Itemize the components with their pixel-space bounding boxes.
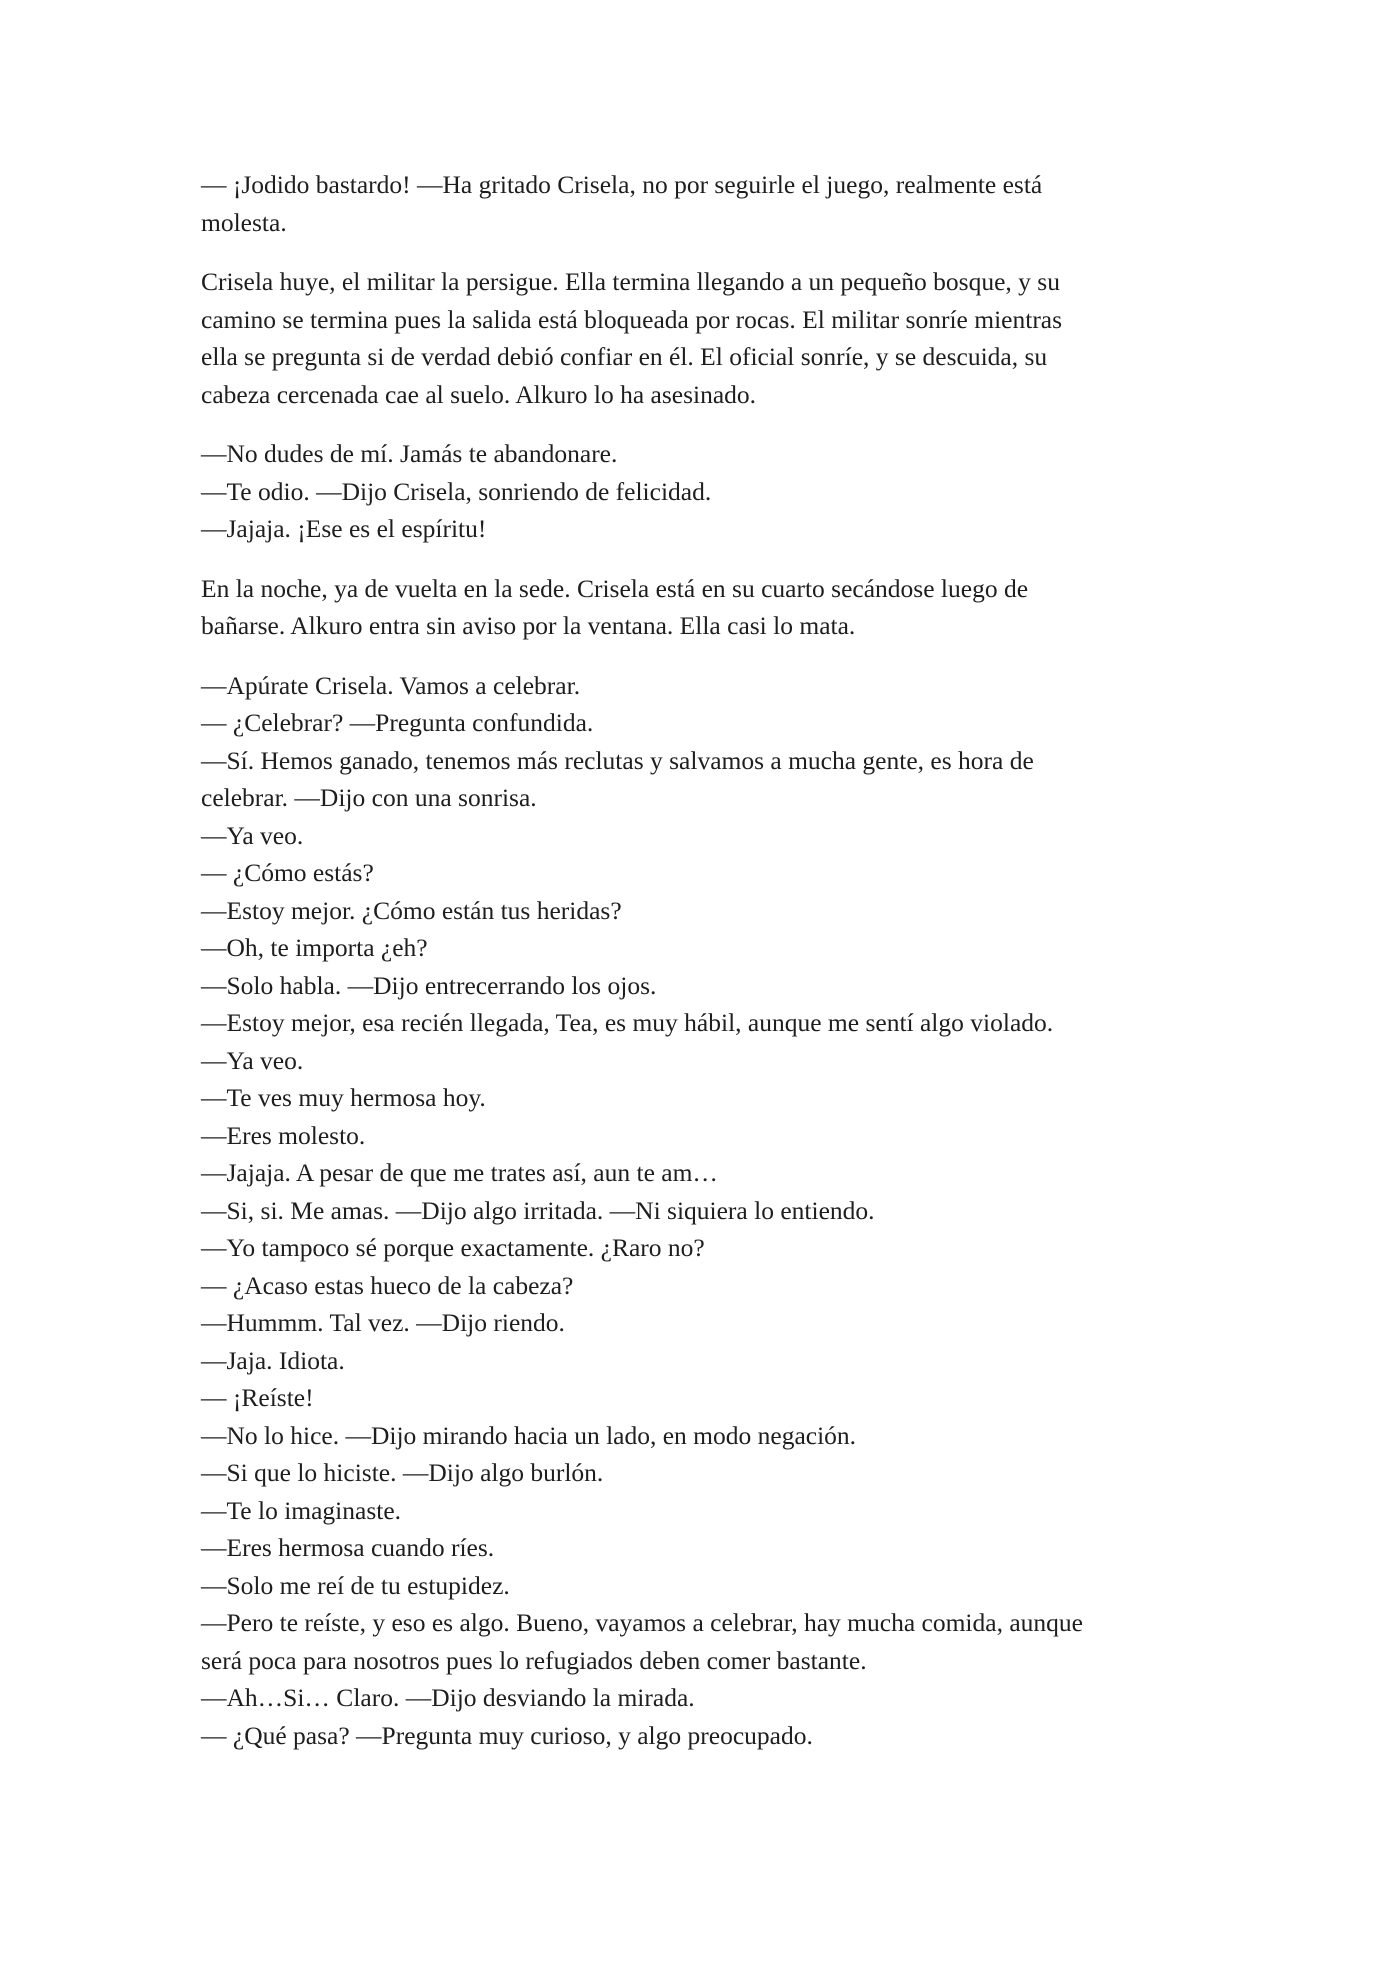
text-line: —No lo hice. —Dijo mirando hacia un lado, en modo negación. — [201, 1420, 857, 1450]
text-line: — ¿Qué pasa? —Pregunta muy curioso, y algo preocupado. — [201, 1720, 813, 1750]
text-line: —Jaja. Idiota. — [201, 1345, 345, 1375]
paragraph — [201, 667, 1201, 1755]
text-line: —Te ves muy hermosa hoy. — [201, 1083, 486, 1112]
body-text — [201, 166, 1201, 1754]
text-line: —Pero te reíste, y eso es algo. Bueno, vayamos a celebrar, hay mucha comida, aunque — [201, 1608, 1083, 1637]
text-line: —Jajaja. ¡Ese es el espíritu! — [201, 514, 487, 543]
text-line: —Jajaja. A pesar de que me trates así, aun te am… — [201, 1158, 718, 1187]
text-line: —Ya veo. — [201, 1045, 304, 1075]
text-line: —Si que lo hiciste. —Dijo algo burlón. — [201, 1458, 604, 1487]
text-line: — ¡Jodido bastardo! —Ha gritado Crisela, no por seguirle el juego, realmente está — [201, 170, 1043, 199]
text-line: —Ya veo. — [201, 820, 304, 850]
paragraph — [201, 570, 1201, 645]
text-line: —Yo tampoco sé porque exactamente. ¿Raro no? — [201, 1233, 705, 1262]
text-line: celebrar. —Dijo con una sonrisa. — [201, 783, 537, 812]
text-line: —Solo me reí de tu estupidez. — [201, 1570, 510, 1600]
text-line: —Si, si. Me amas. —Dijo algo irritada. —Ni siquiera lo entiendo. — [201, 1195, 875, 1225]
text-line: — ¿Acaso estas hueco de la cabeza? — [201, 1270, 574, 1300]
text-line: — ¿Celebrar? —Pregunta confundida. — [201, 708, 594, 737]
text-line: será poca para nosotros pues lo refugiados deben comer bastante. — [201, 1645, 867, 1675]
text-line: — ¡Reíste! — [201, 1383, 314, 1412]
text-line: — ¿Cómo estás? — [201, 858, 374, 887]
text-line: En la noche, ya de vuelta en la sede. Crisela está en su cuarto secándose luego de — [201, 573, 1029, 603]
text-line: cabeza cercenada cae al suelo. Alkuro lo ha asesinado. — [201, 379, 757, 409]
text-line: ella se pregunta si de verdad debió confiar en él. El oficial sonríe, y se descuida, su — [201, 342, 1048, 371]
paragraph — [201, 166, 1201, 241]
text-line: —Estoy mejor. ¿Cómo están tus heridas? — [201, 895, 622, 925]
text-line: —Eres hermosa cuando ríes. — [201, 1533, 495, 1562]
text-line: —Sí. Hemos ganado, tenemos más reclutas y salvamos a mucha gente, es hora de — [201, 745, 1034, 775]
text-line: Crisela huye, el militar la persigue. Ella termina llegando a un pequeño bosque, y su — [201, 267, 1060, 296]
text-line: —Solo habla. —Dijo entrecerrando los ojos. — [201, 970, 657, 1000]
text-line: camino se termina pues la salida está bloqueada por rocas. El militar sonríe mientras — [201, 304, 1063, 334]
text-line: —Eres molesto. — [201, 1120, 366, 1150]
text-line: —Hummm. Tal vez. —Dijo riendo. — [201, 1308, 565, 1337]
text-line: —Apúrate Crisela. Vamos a celebrar. — [201, 670, 581, 700]
text-line: —Oh, te importa ¿eh? — [201, 933, 428, 962]
text-line: molesta. — [201, 207, 287, 237]
text-line: bañarse. Alkuro entra sin aviso por la ventana. Ella casi lo mata. — [201, 611, 856, 640]
paragraph — [201, 435, 1201, 548]
text-line: —No dudes de mí. Jamás te abandonare. — [201, 439, 618, 468]
text-line: —Ah…Si… Claro. —Dijo desviando la mirada. — [201, 1683, 695, 1712]
text-line: —Te lo imaginaste. — [201, 1495, 402, 1525]
paragraph — [201, 263, 1201, 413]
text-line: —Estoy mejor, esa recién llegada, Tea, es muy hábil, aunque me sentí algo violado. — [201, 1008, 1054, 1037]
text-line: —Te odio. —Dijo Crisela, sonriendo de felicidad. — [201, 476, 712, 506]
